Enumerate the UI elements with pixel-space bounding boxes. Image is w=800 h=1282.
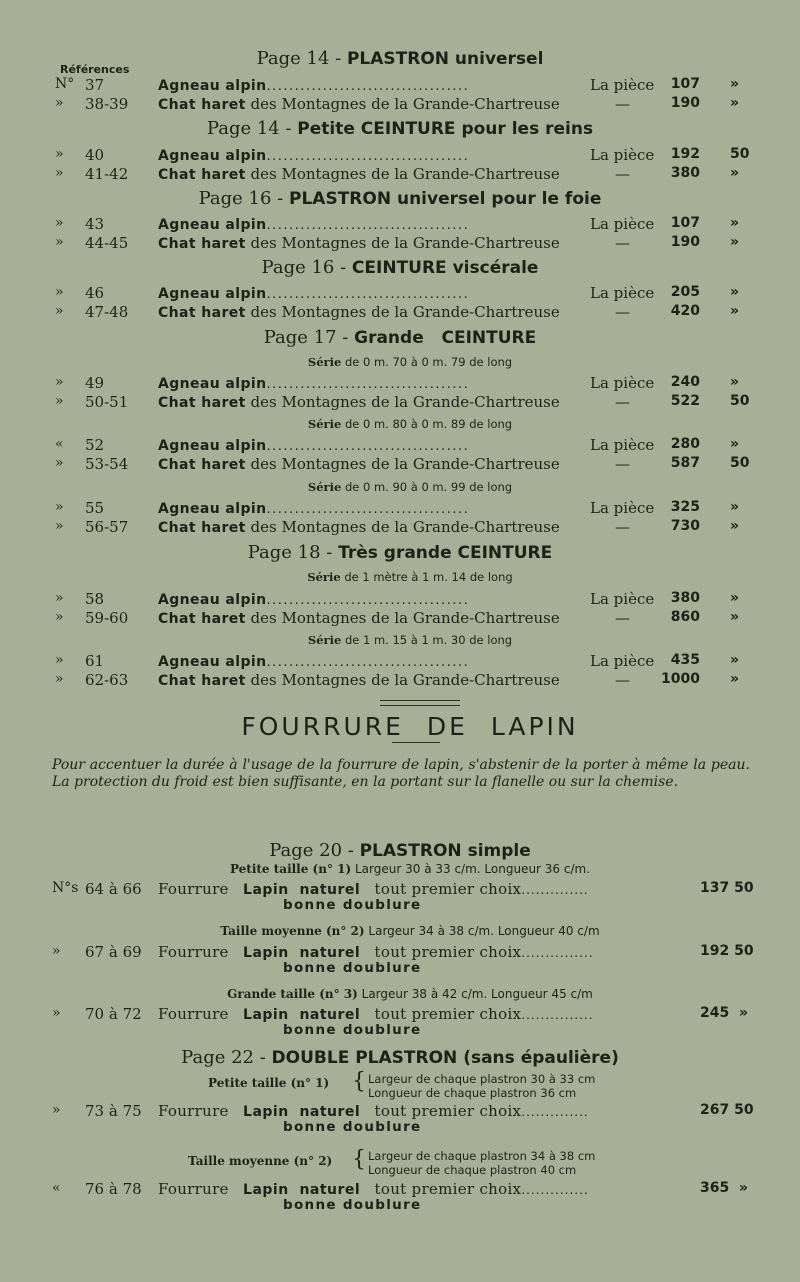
ditto-mark: » (55, 165, 64, 181)
price-cents: » (730, 76, 740, 92)
leader-dots: .................................... (266, 655, 470, 670)
brace: { (352, 1069, 366, 1094)
item-word: Fourrure (158, 1180, 229, 1198)
ditto-mark: » (55, 652, 64, 668)
reference-number: 38-39 (85, 95, 129, 113)
unit-label: — (615, 518, 630, 536)
item-description (158, 1005, 658, 1023)
price-value: 205 (670, 284, 700, 300)
item-description (158, 146, 573, 164)
separator-line (380, 700, 460, 701)
doublure-note: bonne doublure (283, 897, 422, 913)
price-cents: 50 (730, 393, 750, 409)
size-grande-taille: Grande taille (n° 3) Largeur 38 à 42 c/m. Longueur 45 c/m (227, 987, 593, 1001)
leader-dots: .................................... (266, 502, 470, 517)
price-cents: » (730, 609, 740, 625)
price-cents: 50 (730, 146, 750, 162)
item-quality: tout premier choix (374, 880, 522, 898)
price-row (0, 234, 800, 254)
item-label: Agneau alpin (158, 217, 267, 233)
unit-label: La pièce (590, 499, 655, 517)
item-description (158, 590, 573, 608)
ditto-mark: » (55, 590, 64, 606)
ditto-mark: » (55, 303, 64, 319)
item-word: Fourrure (158, 880, 229, 898)
item-label: Chat haret (158, 236, 246, 252)
unit-label: — (615, 234, 630, 252)
price-cents: » (730, 284, 740, 300)
references-header: Références (60, 63, 130, 76)
price-value: 730 (670, 518, 700, 534)
leader-dots: ............... (521, 946, 594, 960)
reference-number: 61 (85, 652, 105, 670)
unit-label: La pièce (590, 146, 655, 164)
item-description (158, 652, 573, 670)
section-title-plastron-simple: Page 20 - PLASTRON simple (269, 840, 531, 861)
item-description (158, 1102, 658, 1120)
unit-label: La pièce (590, 76, 655, 94)
unit-label: La pièce (590, 284, 655, 302)
unit-label: La pièce (590, 590, 655, 608)
item-label: Lapin naturel (243, 945, 361, 961)
item-origin: des Montagnes de la Grande-Chartreuse (250, 95, 560, 113)
item-label: Chat haret (158, 520, 246, 536)
item-origin: des Montagnes de la Grande-Chartreuse (250, 393, 560, 411)
price-value: 522 (670, 393, 700, 409)
reference-number: 43 (85, 215, 105, 233)
doublure-note: bonne doublure (283, 1197, 422, 1213)
dp-petite-taille-label: Petite taille (n° 1) (208, 1076, 330, 1090)
price-row (0, 165, 800, 185)
doublure-note: bonne doublure (283, 1022, 422, 1038)
price-cents: » (730, 215, 740, 231)
price-row (0, 146, 800, 166)
doublure-note: bonne doublure (283, 1119, 422, 1135)
price-cents: » (730, 374, 740, 390)
reference-number: 46 (85, 284, 105, 302)
item-label: Agneau alpin (158, 376, 267, 392)
item-label: Lapin naturel (243, 1104, 361, 1120)
price-row (0, 499, 800, 519)
ditto-mark: » (55, 499, 64, 515)
item-description (158, 609, 573, 627)
doublure-note: bonne doublure (283, 960, 422, 976)
item-description (158, 303, 573, 321)
leader-dots: .............. (521, 1183, 589, 1197)
item-label: Chat haret (158, 97, 246, 113)
unit-label: La pièce (590, 215, 655, 233)
item-label: Chat haret (158, 395, 246, 411)
leader-dots: .................................... (266, 218, 470, 233)
serie-line: Série de 0 m. 90 à 0 m. 99 de long (307, 480, 513, 494)
price-value: 137 50 (700, 880, 754, 896)
section-title-petite-ceinture: Page 14 - Petite CEINTURE pour les reins (206, 118, 594, 139)
size-petite-taille: Petite taille (n° 1) Largeur 30 à 33 c/m. Longueur 36 c/m. (229, 862, 591, 876)
price-value: 240 (670, 374, 700, 390)
unit-label: — (615, 95, 630, 113)
section-title-plastron-universel: Page 14 - PLASTRON universel (256, 48, 544, 69)
item-label: Agneau alpin (158, 148, 267, 164)
price-cents: » (730, 652, 740, 668)
unit-label: — (615, 671, 630, 689)
reference-number: 47-48 (85, 303, 129, 321)
price-value: 420 (670, 303, 700, 319)
reference-number: 37 (85, 76, 105, 94)
brace: { (352, 1147, 366, 1172)
item-label: Chat haret (158, 673, 246, 689)
leader-dots: .................................... (266, 287, 470, 302)
leader-dots: .................................... (266, 439, 470, 454)
item-word: Fourrure (158, 1102, 229, 1120)
price-row (0, 215, 800, 235)
reference-number: 50-51 (85, 393, 129, 411)
reference-number: 62-63 (85, 671, 129, 689)
item-description (158, 215, 573, 233)
item-description (158, 436, 573, 454)
serie-line: Série de 1 m. 15 à 1 m. 30 de long (307, 633, 513, 647)
leader-dots: .................................... (266, 79, 470, 94)
price-value: 267 50 (700, 1102, 754, 1118)
item-label: Lapin naturel (243, 1007, 361, 1023)
dp-taille-moyenne-dims: Largeur de chaque plastron 34 à 38 cm Longueur de chaque plastron 40 cm (368, 1149, 596, 1177)
leader-dots: ............... (521, 1008, 594, 1022)
fourrure-de-lapin-title: FOURRURE DE LAPIN (241, 712, 579, 741)
price-value: 860 (670, 609, 700, 625)
price-cents: » (730, 234, 740, 250)
price-cents: » (730, 436, 740, 452)
price-row (0, 374, 800, 394)
leader-dots: .............. (521, 1105, 589, 1119)
price-value: 380 (670, 165, 700, 181)
serie-line: Série de 0 m. 80 à 0 m. 89 de long (307, 417, 513, 431)
item-label: Agneau alpin (158, 438, 267, 454)
ditto-mark: » (55, 374, 64, 390)
separator-line (380, 705, 460, 706)
price-row (0, 455, 800, 475)
price-cents: » (730, 165, 740, 181)
ditto-mark: » (55, 609, 64, 625)
reference-number: 52 (85, 436, 105, 454)
item-origin: des Montagnes de la Grande-Chartreuse (250, 609, 560, 627)
dp-petite-taille-dims: Largeur de chaque plastron 30 à 33 cm Longueur de chaque plastron 36 cm (368, 1072, 596, 1100)
reference-number: 58 (85, 590, 105, 608)
item-description (158, 284, 573, 302)
reference-number: 70 à 72 (85, 1005, 142, 1023)
price-cents: 50 (730, 455, 750, 471)
unit-label: — (615, 393, 630, 411)
price-value: 380 (670, 590, 700, 606)
item-label: Agneau alpin (158, 501, 267, 517)
price-value: 365 » (700, 1180, 749, 1196)
ditto-mark: « (55, 436, 64, 452)
ditto-mark: » (55, 146, 64, 162)
reference-number: 49 (85, 374, 105, 392)
unit-label: — (615, 609, 630, 627)
ditto-mark: » (55, 234, 64, 250)
reference-number: 53-54 (85, 455, 129, 473)
price-value: 587 (670, 455, 700, 471)
item-label: Agneau alpin (158, 286, 267, 302)
price-row (0, 303, 800, 323)
reference-number: 56-57 (85, 518, 129, 536)
ditto-mark: » (52, 1102, 61, 1118)
usage-note: Pour accentuer la durée à l'usage de la fourrure de lapin, s'abstenir de la porter à même la peau. La protection du froid est bien suffisante, en la portant sur la flanelle ou sur la chemise. (52, 757, 750, 790)
title-underline (392, 742, 440, 743)
price-value: 245 » (700, 1005, 749, 1021)
unit-label: — (615, 165, 630, 183)
section-title-grande-ceinture: Page 17 - Grande CEINTURE (263, 327, 537, 348)
price-row (0, 652, 800, 672)
ditto-mark: N°s (52, 880, 79, 896)
item-label: Agneau alpin (158, 654, 267, 670)
item-quality: tout premier choix (374, 943, 522, 961)
price-value: 435 (670, 652, 700, 668)
serie-line: Série de 1 mètre à 1 m. 14 de long (307, 570, 513, 584)
price-row (0, 590, 800, 610)
reference-number: 73 à 75 (85, 1102, 142, 1120)
price-value: 107 (670, 215, 700, 231)
ditto-mark: » (52, 943, 61, 959)
price-row (0, 393, 800, 413)
price-value: 192 50 (700, 943, 754, 959)
reference-number: 64 à 66 (85, 880, 142, 898)
reference-number: 55 (85, 499, 105, 517)
item-description (158, 1180, 658, 1198)
section-title-ceinture-viscerale: Page 16 - CEINTURE viscérale (261, 257, 539, 278)
ditto-mark: N° (55, 76, 75, 92)
price-value: 192 (670, 146, 700, 162)
item-word: Fourrure (158, 943, 229, 961)
item-description (158, 234, 573, 252)
leader-dots: .................................... (266, 149, 470, 164)
ditto-mark: » (55, 518, 64, 534)
price-row (0, 609, 800, 629)
reference-number: 44-45 (85, 234, 129, 252)
item-label: Lapin naturel (243, 882, 361, 898)
item-description (158, 95, 573, 113)
item-description (158, 671, 573, 689)
unit-label: La pièce (590, 374, 655, 392)
item-label: Chat haret (158, 457, 246, 473)
reference-number: 76 à 78 (85, 1180, 142, 1198)
item-description (158, 165, 573, 183)
price-row (0, 284, 800, 304)
price-row (0, 671, 800, 691)
item-description (158, 393, 573, 411)
item-label: Chat haret (158, 167, 246, 183)
ditto-mark: » (55, 393, 64, 409)
price-row (0, 518, 800, 538)
reference-number: 40 (85, 146, 105, 164)
section-title-tres-grande-ceinture: Page 18 - Très grande CEINTURE (247, 542, 553, 563)
reference-number: 67 à 69 (85, 943, 142, 961)
ditto-mark: » (52, 1005, 61, 1021)
unit-label: La pièce (590, 436, 655, 454)
ditto-mark: » (55, 455, 64, 471)
item-description (158, 374, 573, 392)
item-origin: des Montagnes de la Grande-Chartreuse (250, 165, 560, 183)
price-value: 1000 (661, 671, 700, 687)
item-description (158, 943, 658, 961)
unit-label: La pièce (590, 652, 655, 670)
price-row (0, 76, 800, 96)
price-value: 190 (670, 234, 700, 250)
price-value: 190 (670, 95, 700, 111)
price-row (0, 436, 800, 456)
item-quality: tout premier choix (374, 1102, 522, 1120)
item-quality: tout premier choix (374, 1180, 522, 1198)
item-label: Agneau alpin (158, 592, 267, 608)
price-cents: » (730, 95, 740, 111)
ditto-mark: » (55, 284, 64, 300)
ditto-mark: » (55, 215, 64, 231)
price-value: 280 (670, 436, 700, 452)
item-label: Chat haret (158, 305, 246, 321)
leader-dots: .................................... (266, 377, 470, 392)
section-title-double-plastron: Page 22 - DOUBLE PLASTRON (sans épaulière) (181, 1047, 619, 1068)
ditto-mark: » (55, 671, 64, 687)
item-origin: des Montagnes de la Grande-Chartreuse (250, 518, 560, 536)
price-cents: » (730, 499, 740, 515)
unit-label: — (615, 455, 630, 473)
item-label: Chat haret (158, 611, 246, 627)
leader-dots: .................................... (266, 593, 470, 608)
unit-label: — (615, 303, 630, 321)
item-origin: des Montagnes de la Grande-Chartreuse (250, 234, 560, 252)
price-cents: » (730, 518, 740, 534)
ditto-mark: » (55, 95, 64, 111)
dp-taille-moyenne-label: Taille moyenne (n° 2) (188, 1154, 333, 1168)
price-row (0, 95, 800, 115)
reference-number: 59-60 (85, 609, 129, 627)
price-cents: » (730, 590, 740, 606)
item-quality: tout premier choix (374, 1005, 522, 1023)
item-description (158, 76, 573, 94)
leader-dots: .............. (521, 883, 589, 897)
price-value: 325 (670, 499, 700, 515)
item-description (158, 455, 573, 473)
item-origin: des Montagnes de la Grande-Chartreuse (250, 671, 560, 689)
serie-line: Série de 0 m. 70 à 0 m. 79 de long (307, 355, 513, 369)
item-origin: des Montagnes de la Grande-Chartreuse (250, 455, 560, 473)
item-origin: des Montagnes de la Grande-Chartreuse (250, 303, 560, 321)
section-title-plastron-foie: Page 16 - PLASTRON universel pour le foie (198, 188, 602, 209)
item-description (158, 880, 658, 898)
item-description (158, 499, 573, 517)
item-label: Lapin naturel (243, 1182, 361, 1198)
reference-number: 41-42 (85, 165, 129, 183)
item-description (158, 518, 573, 536)
price-cents: » (730, 671, 740, 687)
ditto-mark: « (52, 1180, 61, 1196)
size-taille-moyenne: Taille moyenne (n° 2) Largeur 34 à 38 c/m. Longueur 40 c/m (220, 924, 600, 938)
item-label: Agneau alpin (158, 78, 267, 94)
item-word: Fourrure (158, 1005, 229, 1023)
price-cents: » (730, 303, 740, 319)
price-value: 107 (670, 76, 700, 92)
